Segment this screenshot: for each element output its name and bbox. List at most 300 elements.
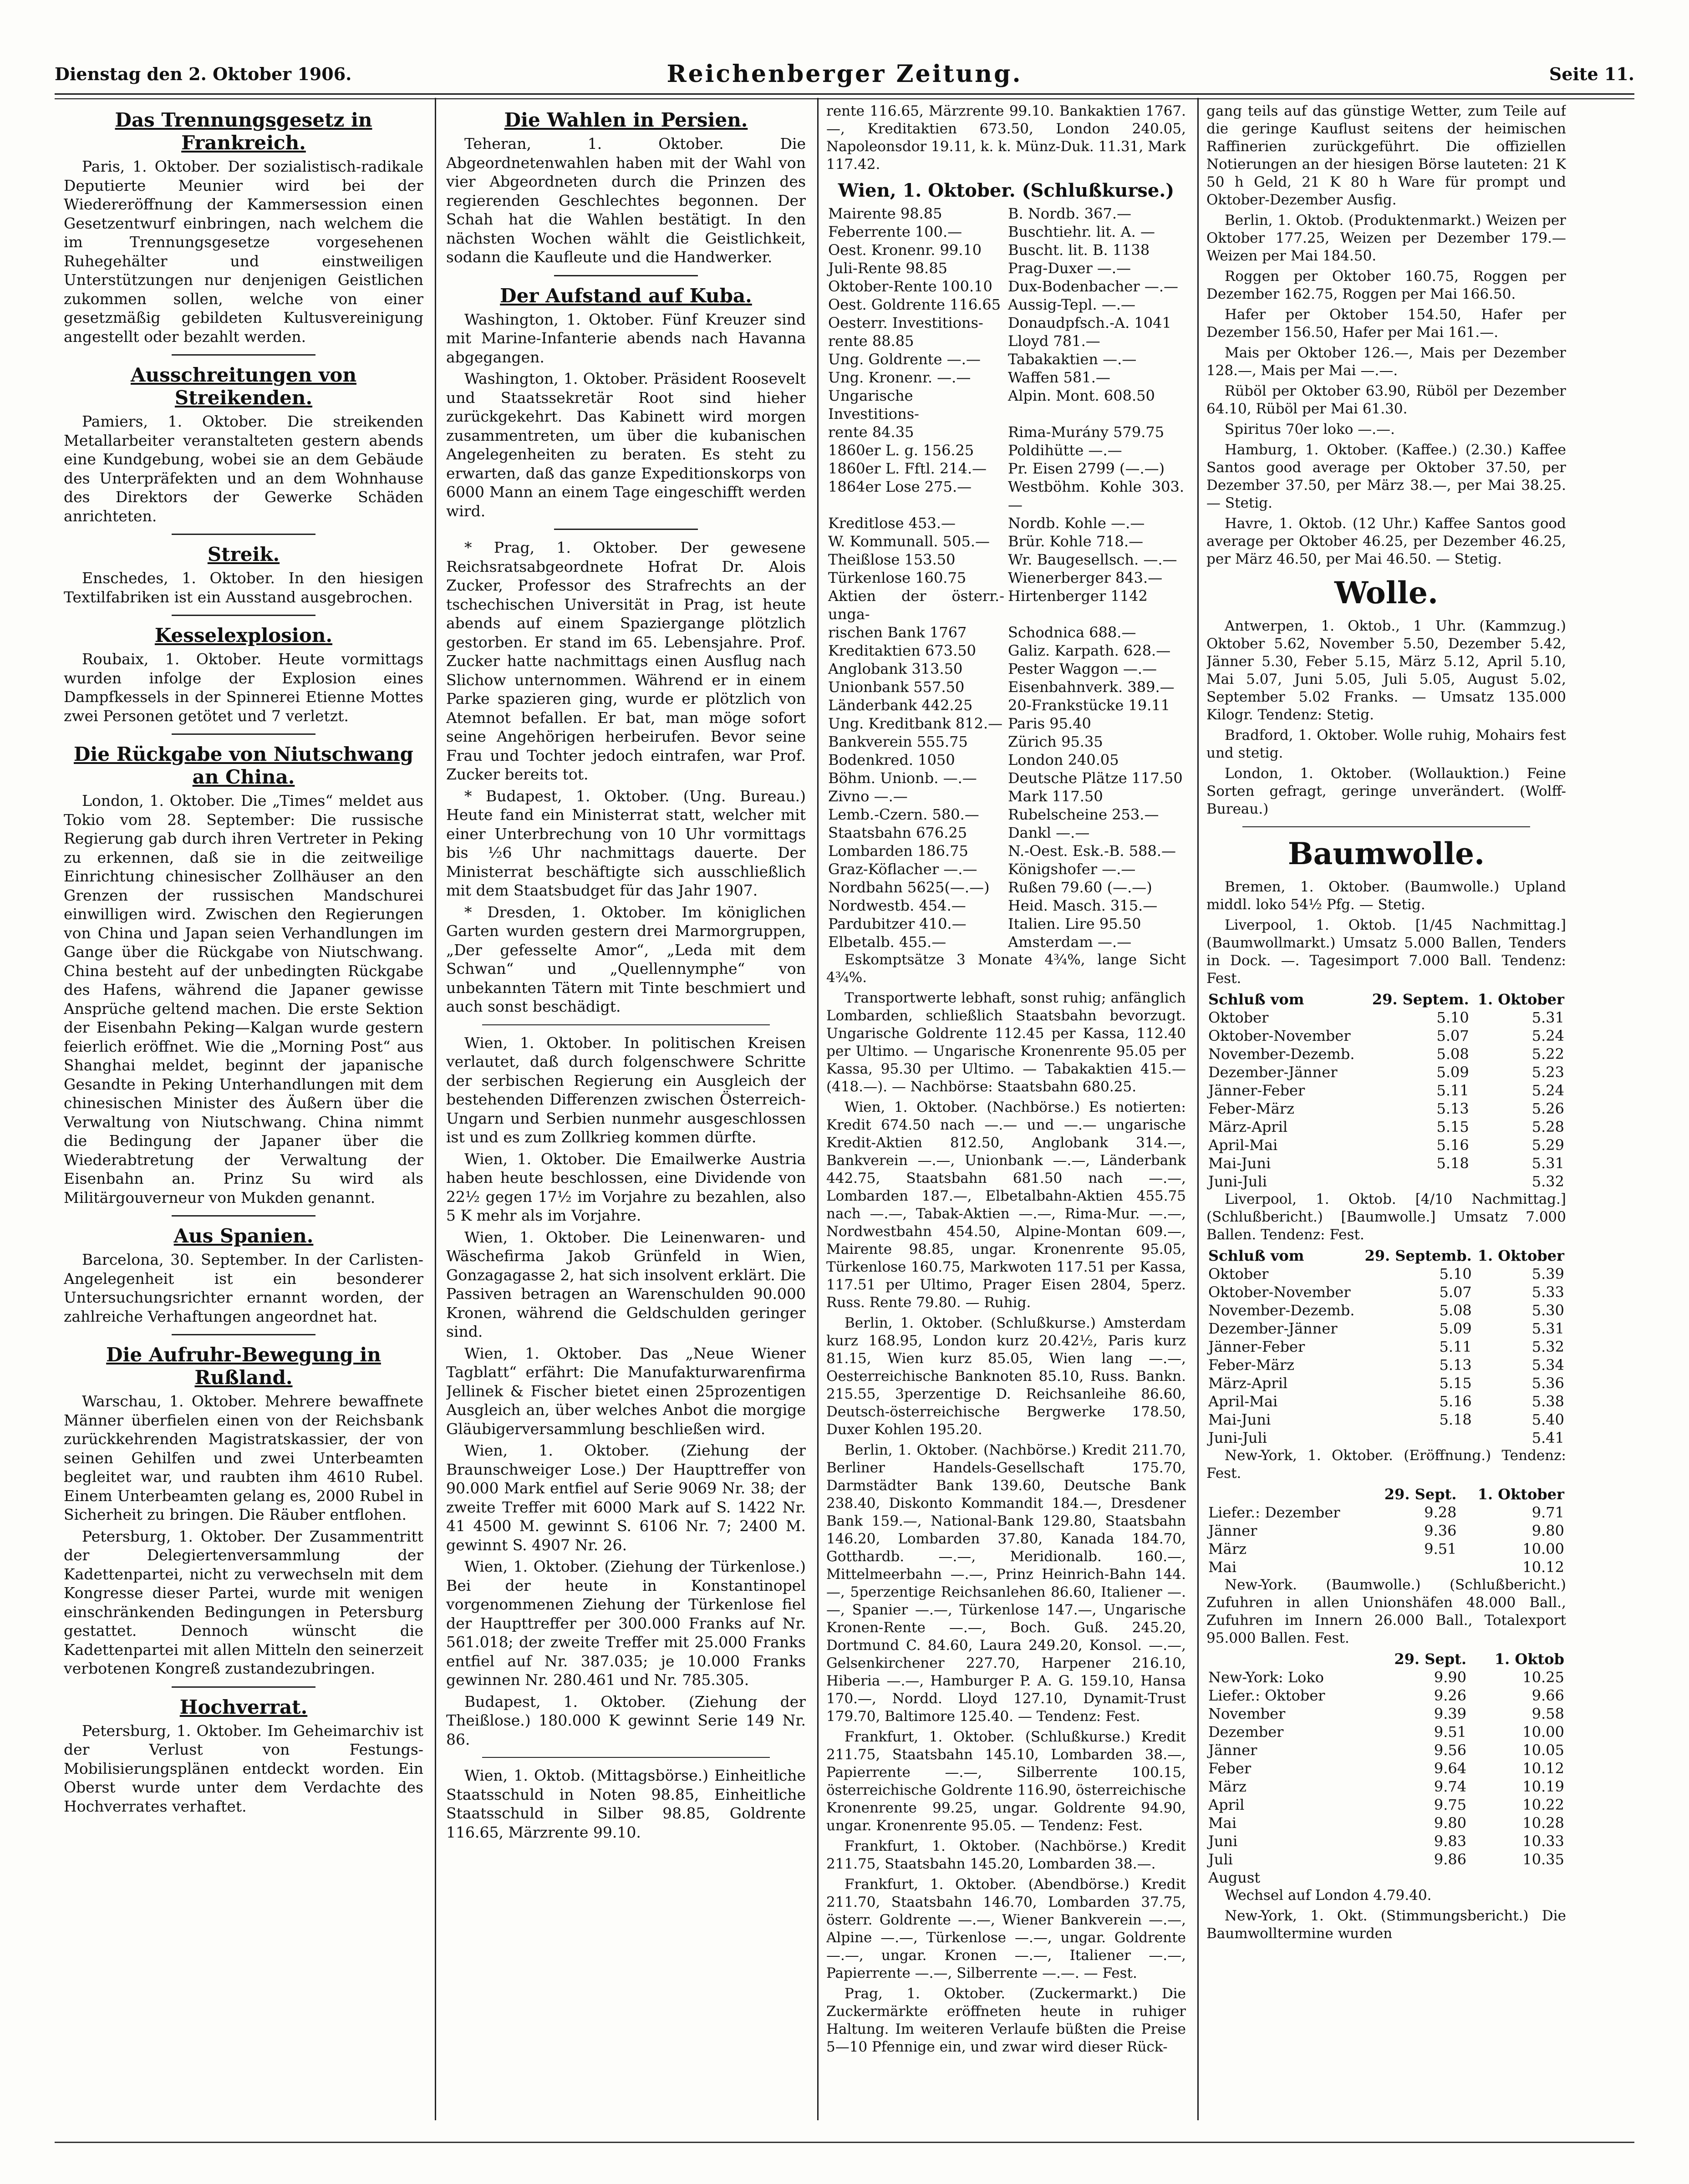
table-cell: Rubelscheine 253.—	[1008, 806, 1159, 823]
table-cell: 10.12	[1522, 1760, 1564, 1777]
table-row	[826, 842, 1186, 860]
article-text: Paris, 1. Oktober. Der sozialistisch-radikale Deputierte Meunier wird bei der Wiedereröffnung der Kammersession einen Gesetzentwurf einbringen, nach welchem die im Trennungsgesetze vorgesehenen Ruhegehälter und einstweiligen Unterstützungen nur denjenigen Geistlichen zukommen sollen, welche von einer gesetzmäßig gebildeten Kultusvereinigung angestellt oder bezahlt werden.	[64, 158, 423, 346]
table-row	[1206, 1027, 1566, 1045]
table-row	[1206, 1850, 1566, 1868]
article-text: Wien, 1. Oktober. Das „Neue Wiener Tagblatt“ erfährt: Die Manufakturwarenfirma Jellinek & Fischer bietet einen 25prozentigen Ausgleich an, über welches Anbot die morgige Gläubigerversammlung beschließen wird.	[446, 1344, 806, 1438]
table-row	[1206, 1558, 1566, 1576]
table-cell: Italien. Lire 95.50	[1008, 915, 1141, 932]
table-cell	[1368, 1558, 1459, 1576]
newspaper-title: Reichenberger Zeitung.	[666, 60, 1023, 88]
article-text: Prag, 1. Oktober. (Zuckermarkt.) Die Zuckermärkte eröffneten heute in ruhiger Haltung. Im weiteren Verlaufe büßten die Preise 5—10 Pfennige ein, und zwar wird dieser Rück-	[826, 1985, 1186, 2055]
table-cell: Feber	[1208, 1760, 1251, 1777]
table-cell	[1367, 1868, 1468, 1887]
table-cell: 10.05	[1522, 1741, 1564, 1759]
table-cell: August	[1208, 1869, 1261, 1886]
table-row	[1206, 1832, 1566, 1850]
table-header-cell: 29. Sept.	[1394, 1650, 1467, 1668]
table-cell: 5.34	[1531, 1356, 1564, 1374]
article-text: Petersburg, 1. Oktober. Der Zusammentritt der Delegiertenversammlung der Kadettenpartei, nicht zu verwechseln mit dem Kongresse dieser Partei, wurde mit wenigen einschränkenden Bedingungen in Petersburg gestattet. Dennoch wünscht die Kadettenpartei mit allen Mitteln den seinerzeit verbotenen Kongreß zustandezubringen.	[64, 1527, 423, 1677]
table-cell: Pr. Eisen 2799 (—.—)	[1008, 460, 1165, 477]
article-text: * Prag, 1. Oktober. Der gewesene Reichsratsabgeordnete Hofrat Dr. Alois Zucker, Professor des Strafrechts an der tschechischen Universität in Prag, ist heute abends auf einem Spaziergange plötzlich gestorben. Er stand im 65. Lebensjahre. Prof. Zucker hatte nachmittags einen Ausflug nach Slichow unternommen. Während er in einem Parke spazieren ging, wurde er plötzlich von Atemnot befallen. Er bat, man möge sofort seine Angehörigen herbeirufen. Bevor seine Frau und Tochter jedoch eintrafen, war Prof. Zucker bereits tot.	[446, 539, 806, 783]
table-row	[826, 295, 1186, 314]
article-text: London, 1. Oktober. (Wollauktion.) Feine Sorten gefragt, geringe unverändert. (Wolff-Bureau.)	[1206, 765, 1566, 817]
table-cell: Oktober-November	[1208, 1283, 1351, 1301]
table-row	[1206, 1759, 1566, 1777]
table-cell: 5.31	[1531, 1009, 1564, 1026]
article-text: Berlin, 1. Oktob. (Produktenmarkt.) Weizen per Oktober 177.25, Weizen per Dezember 179.— Weizen per Mai 184.50.	[1206, 212, 1566, 264]
column-2	[446, 102, 806, 2120]
article-text: gang teils auf das günstige Wetter, zum Teile auf die geringe Kauflust seitens der heimischen Raffinerien zurückgeführt. Die offiziellen Notierungen an der hiesigen Börse lauteten: 21 K 50 h Geld, 21 K 80 h Ware für prompt und Oktober-Dezember Ausfig.	[1206, 103, 1566, 208]
table-cell: Böhm. Unionb. —.—	[828, 769, 977, 787]
table-cell: 9.26	[1434, 1687, 1467, 1704]
headline: Streik.	[207, 543, 280, 565]
table-cell: 9.83	[1434, 1833, 1467, 1850]
table-cell: Nordwestb. 454.—	[828, 897, 966, 914]
column-rule	[1197, 98, 1199, 2120]
table-cell: November	[1208, 1705, 1286, 1722]
table-cell: 9.66	[1531, 1687, 1564, 1704]
article-text: Rüböl per Oktober 63.90, Rüböl per Dezember 64.10, Rüböl per Mai 61.30.	[1206, 383, 1566, 417]
table-row	[1206, 1723, 1566, 1741]
table-row	[826, 204, 1186, 223]
table-header-cell: 1. Oktober	[1477, 991, 1564, 1008]
table-row	[826, 478, 1186, 514]
table-row	[826, 896, 1186, 915]
table-row	[1206, 1814, 1566, 1832]
divider	[554, 529, 698, 530]
table-cell: rente 88.85	[828, 332, 914, 350]
table-row	[1206, 1008, 1566, 1027]
table-cell: 10.28	[1522, 1814, 1564, 1832]
divider	[482, 1024, 770, 1025]
table-cell: Nordbahn 5625(—.—)	[828, 879, 990, 896]
table-cell: 5.10	[1436, 1009, 1469, 1026]
table-cell: Staatsbahn 676.25	[828, 824, 967, 841]
header-date: Dienstag den 2. Oktober 1906.	[55, 64, 352, 84]
table-cell: Juni-Juli	[1208, 1429, 1267, 1446]
table-row	[1206, 1172, 1566, 1191]
divider	[172, 1686, 315, 1688]
table-header-row	[1206, 1650, 1566, 1668]
table-row	[1206, 1045, 1566, 1063]
table-row	[826, 805, 1186, 824]
table-cell: 9.56	[1434, 1741, 1467, 1759]
article-text: Hafer per Oktober 154.50, Hafer per Dezember 156.50, Hafer per Mai 161.—.	[1206, 306, 1566, 341]
table-cell: Oktober-November	[1208, 1027, 1351, 1044]
divider	[1242, 826, 1530, 827]
article-text: New-York, 1. Oktober. (Eröffnung.) Tendenz: Fest.	[1206, 1447, 1566, 1481]
table-cell: Dezember-Jänner	[1208, 1320, 1338, 1337]
stock-quotes-table	[826, 204, 1186, 951]
table-cell: Westböhm. Kohle 303.—	[1008, 478, 1184, 514]
table-cell: 5.39	[1531, 1265, 1564, 1283]
table-cell: Kreditlose 453.—	[828, 514, 956, 532]
table-cell: Rima-Murány 579.75	[1008, 423, 1165, 441]
article-text: Enschedes, 1. Oktober. In den hiesigen Textilfabriken ist ein Ausstand ausgebrochen.	[64, 569, 423, 606]
table-header-cell: 1. Oktober	[1477, 1247, 1564, 1264]
table-header-cell: Schluß vom	[1208, 991, 1304, 1008]
table-row	[1206, 1868, 1566, 1887]
article-text: London, 1. Oktober. Die „Times“ meldet aus Tokio vom 28. September: Die russische Regierung gab durch ihren Vertreter in Peking zu erkennen, daß sie in die zeitweilige Einrichtung chinesischer Zollhäuser an den Grenzen der russischen Mandschurei einwilligen wird. Zwischen den Regierungen von China und Japan seien Verhandlungen im Gange über die Rückgabe von Niutschwang. China besteht auf der unbedingten Rückgabe des Hafens, während die Japaner gewisse Ansprüche geltend machen. Die erste Sektion der Eisenbahn Peking—Kalgan wurde gestern feierlich eröffnet. Wie die „Morning Post“ aus Shanghai meldet, beginnt der japanische Gesandte in Peking Unterhandlungen mit dem chinesischen Minister des Äußern über die Verwaltung von Niutschwang. China nimmt die Bedingung der Japaner über die Wiederabtretung der Verwaltung der Eisenbahn an. Prinz Su wird als Militärgouverneur von Mukden genannt.	[64, 792, 423, 1207]
table-row	[826, 587, 1186, 623]
column-rule	[817, 98, 819, 2120]
article-text: Barcelona, 30. September. In der Carlisten-Angelegenheit ist ein besonderer Untersuchungsrichter ernannt worden, der zahlreiche Verhaftungen angeordnet hat.	[64, 1251, 423, 1325]
article-text: * Dresden, 1. Oktober. Im königlichen Garten wurden gestern drei Marmorgruppen, „Der gefesselte Amor“, „Leda mit dem Schwan“ und „Quellennymphe“ von unbekannten Tätern mit Tinte beschmiert und auch sonst beschädigt.	[446, 903, 806, 1015]
table-cell: Bankverein 555.75	[828, 733, 968, 750]
table-cell: 9.80	[1531, 1522, 1564, 1539]
table-row	[1206, 1081, 1566, 1100]
cotton-quotes-table	[1206, 1650, 1566, 1887]
table-row	[826, 678, 1186, 696]
headline: Die Rückgabe von Niutschwang an China.	[73, 743, 413, 788]
table-row	[1206, 1777, 1566, 1796]
table-cell: 5.16	[1439, 1393, 1472, 1410]
table-cell: 5.09	[1439, 1320, 1472, 1337]
cotton-quotes-table	[1206, 990, 1566, 1191]
table-row	[1206, 1338, 1566, 1356]
headline: Aus Spanien.	[173, 1225, 314, 1247]
table-cell: März	[1208, 1540, 1246, 1558]
article-text: Berlin, 1. Oktober. (Schlußkurse.) Amsterdam kurz 168.95, London kurz 20.42½, Paris kurz 81.15, Wien kurz 85.05, Wien lang —.—, Oesterreichische Banknoten 85.10, Russ. Bankn. 215.55, 3perzentige D. Reichsanleihe 86.60, Deutsch-österreichische Bergwerke 178.50, Duxer Kohlen 195.20.	[826, 1315, 1186, 1438]
table-cell: 9.80	[1434, 1814, 1467, 1832]
table-cell: Kreditaktien 673.50	[828, 642, 976, 659]
table-cell: 9.71	[1531, 1504, 1564, 1521]
table-cell: rente 84.35	[828, 423, 914, 441]
table-cell: Mark 117.50	[1008, 788, 1103, 805]
article-text: Bradford, 1. Oktober. Wolle ruhig, Mohairs fest und stetig.	[1206, 727, 1566, 761]
table-row	[826, 623, 1186, 641]
table-row	[1206, 1540, 1566, 1558]
table-cell: 5.13	[1436, 1100, 1469, 1117]
table-cell: Dezember	[1208, 1723, 1284, 1741]
article-text: Washington, 1. Oktober. Fünf Kreuzer sind mit Marine-Infanterie abends nach Havanna abgegangen.	[446, 310, 806, 366]
column-rule	[435, 98, 436, 2120]
table-cell: 5.11	[1439, 1338, 1472, 1355]
table-row	[1206, 1118, 1566, 1136]
market-heading: Wien, 1. Oktober. (Schlußkurse.)	[838, 180, 1175, 201]
table-cell: 5.38	[1531, 1393, 1564, 1410]
table-cell: 10.12	[1522, 1558, 1564, 1576]
divider	[172, 354, 315, 356]
table-cell: Pester Waggon —.—	[1008, 660, 1157, 677]
table-header-cell: Schluß vom	[1208, 1247, 1304, 1264]
table-cell: 5.23	[1531, 1064, 1564, 1081]
table-cell: Brür. Kohle 718.—	[1008, 533, 1144, 550]
table-cell: Dankl —.—	[1008, 824, 1090, 841]
table-cell: 5.22	[1531, 1045, 1564, 1063]
table-cell: 9.86	[1434, 1851, 1467, 1868]
page-header	[55, 55, 1634, 96]
table-row	[826, 860, 1186, 878]
divider	[172, 1334, 315, 1335]
article-text: Liverpool, 1. Oktob. [1/45 Nachmittag.] (Baumwollmarkt.) Umsatz 5.000 Ballen, Tenders in Dock. —. Tagesimport 7.000 Ball. Tendenz: Fest.	[1206, 917, 1566, 987]
article-text: Transportwerte lebhaft, sonst ruhig; anfänglich Lombarden, schließlich Staatsbahn bevorzugt. Ungarische Goldrente 112.45 per Kassa, 112.40 per Ultimo. — Ungarische Kronenrente 95.05 per Kassa, 95.30 per Ultimo. — Tabakaktien 415.— (418.—). — Nachbörse: Staatsbahn 680.25.	[826, 990, 1186, 1095]
table-cell: 5.18	[1439, 1411, 1472, 1428]
table-row	[826, 696, 1186, 714]
table-row	[826, 350, 1186, 368]
headline: Die Aufruhr-Bewegung in Rußland.	[106, 1344, 381, 1389]
table-cell: Mai	[1208, 1814, 1237, 1832]
table-cell: W. Kommunall. 505.—	[828, 533, 990, 550]
table-cell: 5.16	[1436, 1136, 1469, 1154]
table-cell: 5.28	[1531, 1118, 1564, 1135]
table-cell: Dezember-Jänner	[1208, 1064, 1338, 1081]
article-text: Roggen per Oktober 160.75, Roggen per Dezember 162.75, Roggen per Mai 166.50.	[1206, 268, 1566, 302]
table-cell: 5.32	[1531, 1173, 1564, 1190]
table-cell: 5.08	[1439, 1302, 1472, 1319]
table-row	[826, 769, 1186, 787]
table-cell: Zürich 95.35	[1008, 733, 1103, 750]
table-cell: 5.36	[1531, 1375, 1564, 1392]
table-cell: Deutsche Plätze 117.50	[1008, 769, 1183, 787]
table-cell: 5.07	[1439, 1283, 1472, 1301]
article-text: rente 116.65, Märzrente 99.10. Bankaktien 1767.—, Kreditaktien 673.50, London 240.05, Napoleonsdor 19.11, k. k. Münz-Duk. 11.31, Mark 117.42.	[826, 103, 1186, 173]
headline: Hochverrat.	[179, 1695, 308, 1718]
table-cell: 5.32	[1531, 1338, 1564, 1355]
table-cell: 5.24	[1531, 1027, 1564, 1044]
table-cell: 5.29	[1531, 1136, 1564, 1154]
table-cell: Galiz. Karpath. 628.—	[1008, 642, 1171, 659]
table-cell: Rußen 79.60 (—.—)	[1008, 879, 1152, 896]
table-cell: Ung. Kronenr. —.—	[828, 369, 971, 386]
table-cell: Türkenlose 160.75	[828, 569, 967, 586]
article-text: Wien, 1. Oktober. (Ziehung der Türkenlose.) Bei der heute in Konstantinopel vorgenommenen Ziehung der Türkenlose fiel der Haupttreffer per 300.000 Franks auf Nr. 561.018; der zweite Treffer mit 25.000 Franks entfiel auf Nr. 387.035; je 10.000 Franks gewinnen Nr. 280.461 und Nr. 785.305.	[446, 1558, 806, 1689]
headline: Kesselexplosion.	[154, 624, 333, 647]
section-heading-wolle: Wolle.	[1334, 575, 1438, 611]
table-cell: Eisenbahnverk. 389.—	[1008, 678, 1175, 696]
table-row	[1206, 1503, 1566, 1522]
table-cell: 5.09	[1436, 1064, 1469, 1081]
table-row	[826, 641, 1186, 660]
table-row	[826, 660, 1186, 678]
article-text: Liverpool, 1. Oktob. [4/10 Nachmittag.] (Schlußbericht.) [Baumwolle.] Umsatz 7.000 Ballen. Tendenz: Fest.	[1206, 1191, 1566, 1243]
divider	[554, 275, 698, 276]
headline: Der Aufstand auf Kuba.	[500, 284, 752, 307]
table-row	[826, 733, 1186, 751]
table-cell: Feberrente 100.—	[828, 223, 962, 240]
table-cell: 5.11	[1436, 1082, 1469, 1099]
table-row	[1206, 1741, 1566, 1759]
table-row	[1206, 1265, 1566, 1283]
table-cell: 10.35	[1522, 1851, 1564, 1868]
table-cell: März	[1208, 1778, 1246, 1795]
table-row	[1206, 1374, 1566, 1392]
table-row	[826, 824, 1186, 842]
table-cell: Jänner-Feber	[1208, 1338, 1305, 1355]
table-cell: Waffen 581.—	[1008, 369, 1110, 386]
article-text: New-York. (Baumwolle.) (Schlußbericht.) Zufuhren in allen Unionshäfen 48.000 Ball., Zufuhren im Innern 26.000 Ball., Totalexport 95.000 Ballen. Fest.	[1206, 1577, 1566, 1646]
table-row	[1206, 1796, 1566, 1814]
table-cell: Oesterr. Investitions-	[828, 314, 983, 331]
article-text: Wien, 1. Oktober. Die Emailwerke Austria haben heute beschlossen, eine Dividende von 22½ gegen 17½ im Vorjahre zu bezahlen, also 5 K mehr als im Vorjahre.	[446, 1150, 806, 1224]
table-cell: 9.90	[1434, 1669, 1467, 1686]
table-cell: Lloyd 781.—	[1008, 332, 1100, 350]
table-header-row	[1206, 990, 1566, 1008]
table-cell: 9.39	[1434, 1705, 1467, 1722]
table-cell: New-York: Loko	[1208, 1669, 1324, 1686]
column-1	[64, 102, 423, 2120]
table-cell: Ung. Kreditbank 812.—	[828, 715, 1003, 732]
table-cell: Mai-Juni	[1208, 1155, 1271, 1172]
column-4	[1206, 102, 1566, 2120]
table-cell: Schodnica 688.—	[1008, 624, 1136, 641]
table-row	[826, 514, 1186, 532]
table-cell: April	[1208, 1796, 1245, 1813]
table-row	[826, 423, 1186, 441]
headline: Das Trennungsgesetz in Frankreich.	[115, 109, 372, 154]
table-cell: Feber-März	[1208, 1356, 1294, 1374]
table-cell: 9.64	[1434, 1760, 1467, 1777]
table-cell: April-Mai	[1208, 1393, 1278, 1410]
table-row	[826, 714, 1186, 733]
table-cell: Jänner-Feber	[1208, 1082, 1305, 1099]
table-cell: N.-Oest. Esk.-B. 588.—	[1008, 842, 1176, 860]
table-cell: 10.25	[1522, 1669, 1564, 1686]
table-cell: Paris 95.40	[1008, 715, 1091, 732]
table-cell: Oest. Kronenr. 99.10	[828, 241, 982, 259]
table-cell: Dux-Bodenbacher —.—	[1008, 278, 1179, 295]
table-cell: Ung. Goldrente —.—	[828, 351, 981, 368]
table-row	[826, 332, 1186, 350]
table-cell: Anglobank 313.50	[828, 660, 963, 677]
divider	[172, 1215, 315, 1217]
divider	[482, 1757, 770, 1758]
divider	[172, 534, 315, 535]
article-text: Pamiers, 1. Oktober. Die streikenden Metallarbeiter veranstalteten gestern abends eine Kundgebung, wobei sie an dem Gebäude des Unterpräfekten und an dem Wohnhause des Direktors der Gewerke Schäden anrichteten.	[64, 412, 423, 525]
table-cell: 5.26	[1531, 1100, 1564, 1117]
table-row	[1206, 1319, 1566, 1338]
table-row	[1206, 1410, 1566, 1429]
article-text: Hamburg, 1. Oktober. (Kaffee.) (2.30.) Kaffee Santos good average per Oktober 37.50, per Dezember 37.50, per März 38.—, per Mai 38.25. — Stetig.	[1206, 442, 1566, 511]
table-cell	[1360, 1429, 1474, 1447]
table-cell: Unionbank 557.50	[828, 678, 965, 696]
table-cell: Ungarische Investitions-	[828, 387, 919, 423]
table-row	[1206, 1522, 1566, 1540]
article-text: Berlin, 1. Oktober. (Nachbörse.) Kredit 211.70, Berliner Handels-Gesellschaft 175.70, Darmstädter Bank 139.60, Deutsche Bank 238.40, Diskonto Kommandit 184.—, Dresdener Bank 159.—, National-Bank 129.80, Staatsbahn 146.20, Lombarden 37.80, Kanada 184.70, Gotthardb. —.—, Meridionalb. 160.—, Mittelmeerbahn —.—, Prinz Heinrich-Bahn 144.—, 5perzentige Reichsanlehen 86.60, Italiener —.—, Spanier —.—, Türkenlose 147.—, Ungarische Kronen-Rente —.—, Boch. Guß. 245.20, Dortmund C. 84.60, Laura 249.20, Konsol. —.—, Gelsenkirchener 227.70, Harpener 216.10, Hiberia —.—, Hamburger P. A. G. 159.10, Hansa 170.—, Nordd. Lloyd 127.10, Dynamit-Trust 179.70, Baltimore 125.40. — Tendenz: Fest.	[826, 1442, 1186, 1725]
headline: Die Wahlen in Persien.	[504, 109, 748, 131]
table-cell: Bodenkred. 1050	[828, 751, 955, 769]
cotton-quotes-table	[1206, 1485, 1566, 1576]
table-header-cell: 29. Sept.	[1384, 1486, 1457, 1503]
table-cell: März-April	[1208, 1118, 1288, 1135]
table-cell: Buscht. lit. B. 1138	[1008, 241, 1150, 259]
table-cell: Theißlose 153.50	[828, 551, 956, 568]
article-text: Frankfurt, 1. Oktober. (Nachbörse.) Kredit 211.75, Staatsbahn 145.20, Lombarden 38.—.	[826, 1838, 1186, 1872]
table-cell: 5.24	[1531, 1082, 1564, 1099]
table-cell: 5.40	[1531, 1411, 1564, 1428]
table-cell: 9.51	[1434, 1723, 1467, 1741]
table-cell: 5.07	[1436, 1027, 1469, 1044]
table-cell: 5.31	[1531, 1155, 1564, 1172]
table-cell: 20-Frankstücke 19.11	[1008, 697, 1170, 714]
table-row	[1206, 1686, 1566, 1705]
table-cell: Liefer.: Oktober	[1208, 1687, 1325, 1704]
table-cell: Jänner	[1208, 1522, 1257, 1539]
table-row	[826, 569, 1186, 587]
table-cell: 9.28	[1424, 1504, 1457, 1521]
table-cell: Juli	[1208, 1851, 1233, 1868]
article-text: Warschau, 1. Oktober. Mehrere bewaffnete Männer überfielen einen von der Reichsbank zurückkehrenden Magistratskassier, der von seinen Gehilfen und zwei Unterbeamten begleitet war, und raubten ihm 4610 Rubel. Einem Unterbeamten gelang es, 2000 Rubel in Sicherheit zu bringen. Die Räuber entflohen.	[64, 1392, 423, 1523]
article-text: Eskomptsätze 3 Monate 4¾%, lange Sicht 4¾%.	[826, 952, 1186, 986]
table-header-cell	[1206, 1485, 1368, 1503]
table-cell: Donaudpfsch.-A. 1041	[1008, 314, 1171, 331]
table-cell: Oktober	[1208, 1265, 1269, 1283]
table-cell: 5.13	[1439, 1356, 1472, 1374]
table-cell: Mairente 98.85	[828, 205, 942, 222]
table-cell: 1860er L. g. 156.25	[828, 442, 974, 459]
table-cell: April-Mai	[1208, 1136, 1278, 1154]
page-bottom-rule	[55, 2142, 1634, 2143]
table-cell: Wr. Baugesellsch. —.—	[1008, 551, 1177, 568]
table-cell: Poldihütte —.—	[1008, 442, 1122, 459]
table-cell: 10.33	[1522, 1833, 1564, 1850]
article-text: Wien, 1. Oktob. (Mittagsbörse.) Einheitliche Staatsschuld in Noten 98.85, Einheitliche Staatsschuld in Silber 98.85, Goldrente 116.65, Märzrente 99.10.	[446, 1767, 806, 1841]
article-text: New-York, 1. Okt. (Stimmungsbericht.) Die Baumwolltermine wurden	[1206, 1908, 1566, 1942]
table-cell: Oktober	[1208, 1009, 1269, 1026]
table-cell: rischen Bank 1767	[828, 624, 967, 641]
table-row	[1206, 1283, 1566, 1301]
table-row	[826, 532, 1186, 550]
table-row	[826, 550, 1186, 569]
headline: Ausschreitungen von Streikenden.	[130, 364, 356, 409]
table-cell: 5.18	[1436, 1155, 1469, 1172]
divider	[172, 733, 315, 735]
table-row	[1206, 1668, 1566, 1686]
table-row	[826, 277, 1186, 295]
table-cell: März-April	[1208, 1375, 1288, 1392]
table-cell: 5.10	[1439, 1265, 1472, 1283]
table-row	[826, 441, 1186, 459]
table-cell: 5.33	[1531, 1283, 1564, 1301]
divider	[172, 615, 315, 616]
table-cell: Juni-Juli	[1208, 1173, 1267, 1190]
table-cell: Nordb. Kohle —.—	[1008, 514, 1145, 532]
table-cell: 9.58	[1531, 1705, 1564, 1722]
table-row	[1206, 1392, 1566, 1410]
table-cell: Liefer.: Dezember	[1208, 1504, 1340, 1521]
article-text: Petersburg, 1. Oktober. Im Geheimarchiv ist der Verlust von Festungs-Mobilisierungsplänen entdeckt worden. Ein Oberst wurde unter dem Verdachte des Hochverrates verhaftet.	[64, 1721, 423, 1815]
table-cell: Elbetalb. 455.—	[828, 933, 946, 951]
table-cell: 5.30	[1531, 1302, 1564, 1319]
article-text: Wechsel auf London 4.79.40.	[1225, 1887, 1432, 1904]
table-cell: Mai	[1208, 1558, 1237, 1576]
table-cell: Prag-Duxer —.—	[1008, 260, 1131, 277]
table-cell: Alpin. Mont. 608.50	[1008, 387, 1155, 404]
article-text: Wien, 1. Oktober. Die Leinenwaren- und Wäschefirma Jakob Grünfeld in Wien, Gonzagagasse 2, hat sich insolvent erklärt. Die Passiven betragen an Warenschulden 90.000 Kronen, während die Geldschulden geringer sind.	[446, 1228, 806, 1340]
table-cell: Wienerberger 843.—	[1008, 569, 1163, 586]
table-row	[826, 787, 1186, 805]
table-row	[826, 878, 1186, 896]
article-text: Spiritus 70er loko —.—.	[1225, 421, 1395, 438]
table-row	[1206, 1356, 1566, 1374]
article-text: Wien, 1. Oktober. In politischen Kreisen verlautet, daß durch folgenschwere Schritte der serbischen Regierung ein Ausgleich der bestehenden Differenzen zwischen Österreich-Ungarn und Serbien nunmehr ausgeschlossen ist und es zum Zollkrieg kommen dürfte.	[446, 1033, 806, 1146]
table-cell: Heid. Masch. 315.—	[1008, 897, 1158, 914]
table-cell: B. Nordb. 367.—	[1008, 205, 1131, 222]
header-rule	[55, 93, 1634, 99]
cotton-quotes-table	[1206, 1247, 1566, 1447]
table-row	[826, 387, 1186, 423]
article-text: Frankfurt, 1. Oktober. (Schlußkurse.) Kredit 211.75, Staatsbahn 145.10, Lombarden 38.—, Papierrente —.—, Silberrente 100.15, österreichische Goldrente 116.90, österreichische Kronenrente 99.25, ungar. Goldrente 94.90, ungar. Kronenrente 95.05. — Tendenz: Fest.	[826, 1729, 1186, 1834]
table-cell: Amsterdam —.—	[1008, 933, 1132, 951]
table-cell: 5.08	[1436, 1045, 1469, 1063]
table-row	[826, 751, 1186, 769]
table-cell: Mai-Juni	[1208, 1411, 1271, 1428]
table-cell: Hirtenberger 1142	[1008, 587, 1148, 605]
table-row	[826, 223, 1186, 241]
table-row	[1206, 1301, 1566, 1319]
table-row	[1206, 1063, 1566, 1081]
table-row	[1206, 1154, 1566, 1172]
